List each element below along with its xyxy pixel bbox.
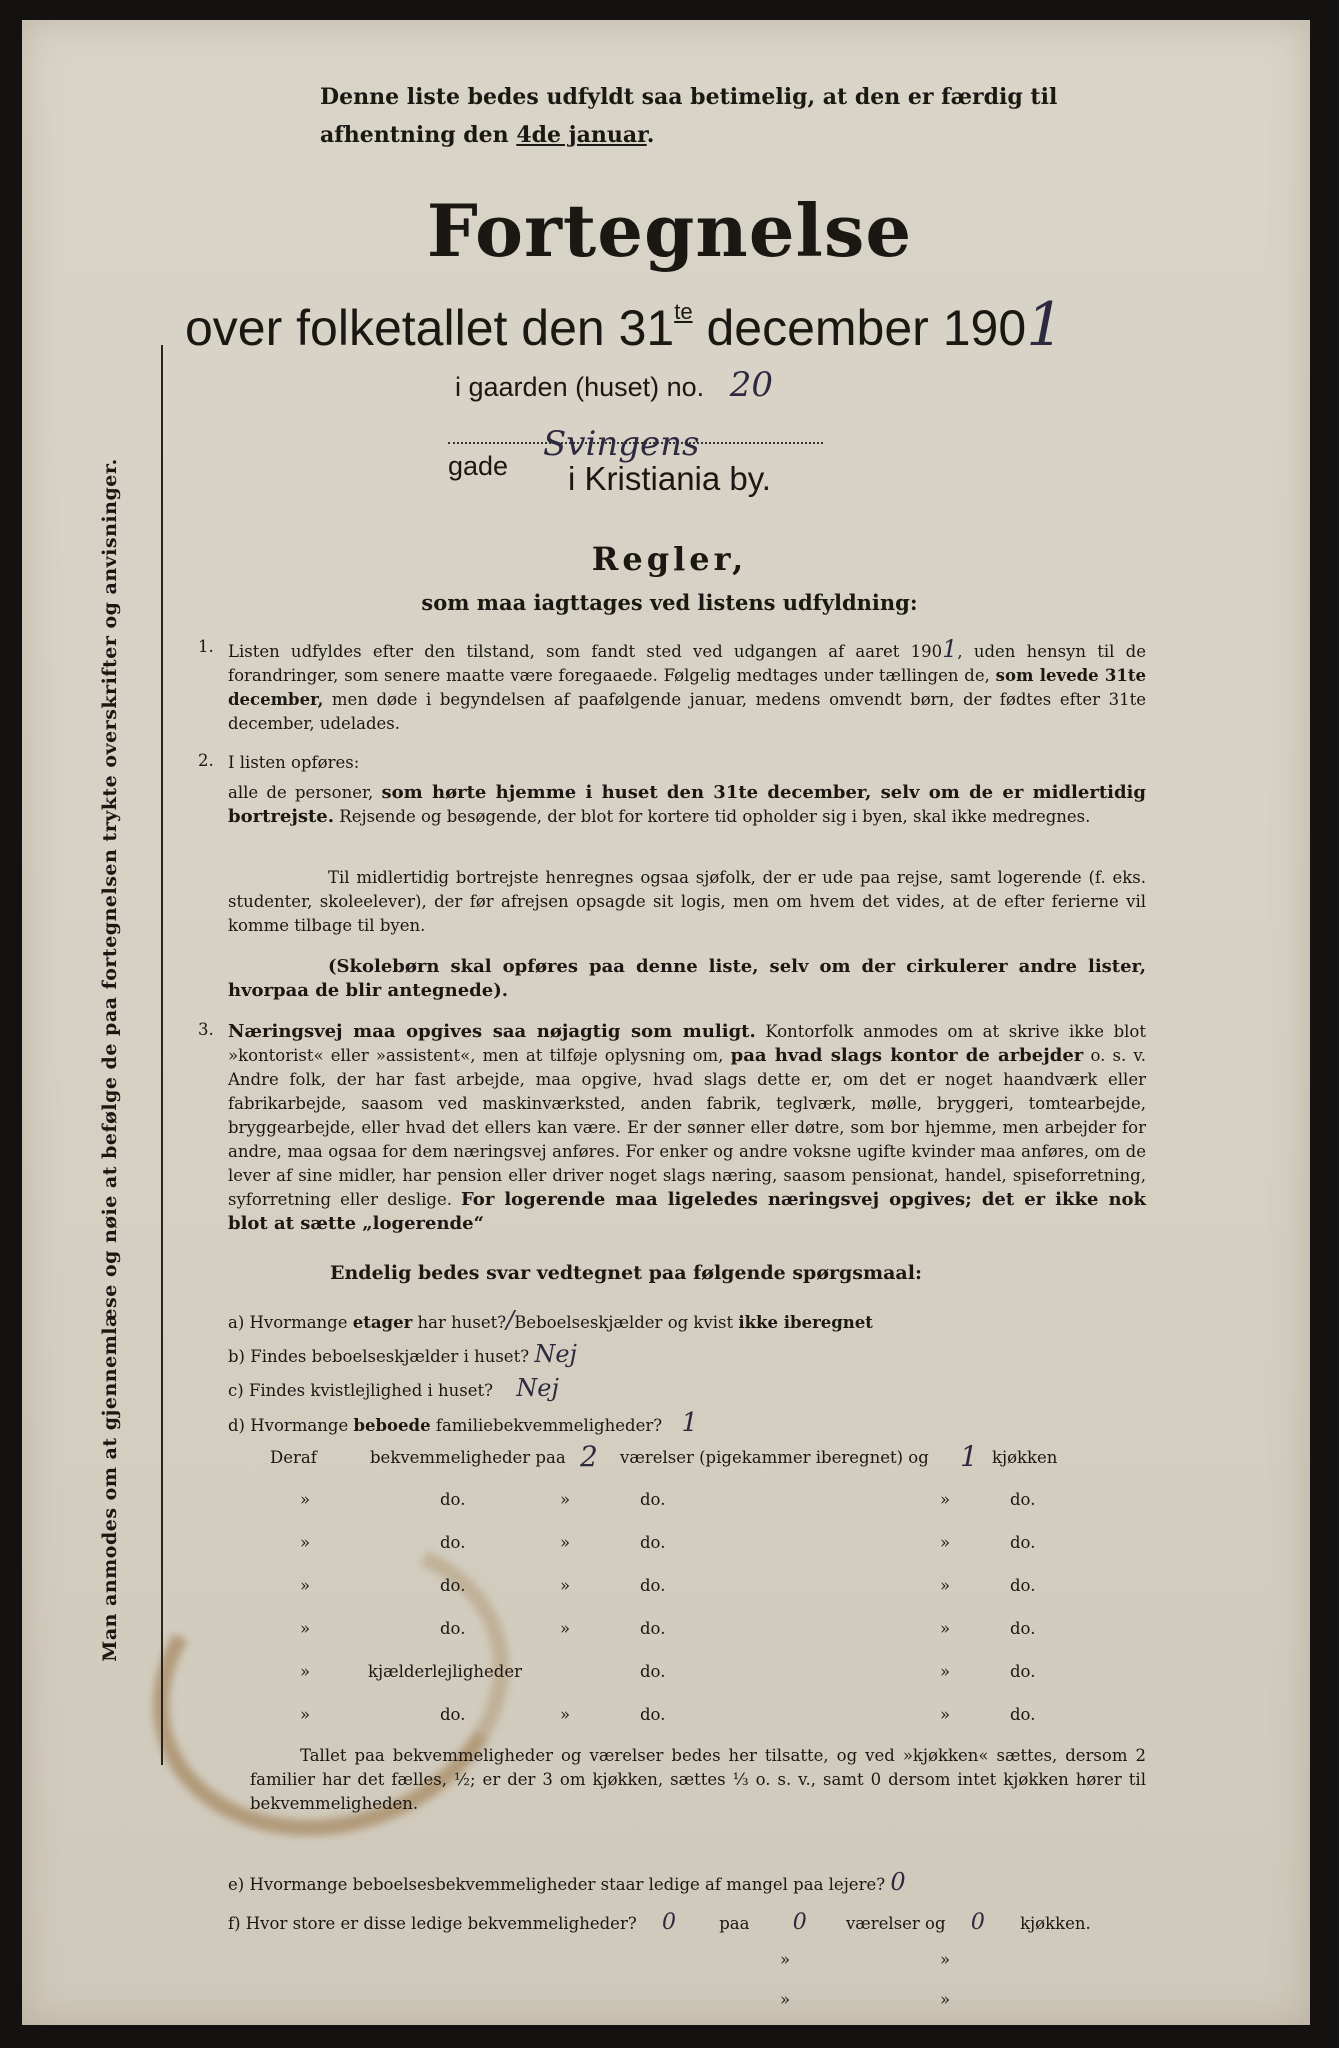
pickup-date: 4de januar bbox=[516, 122, 647, 148]
row5-kjaelder: kjælderlejligheder bbox=[368, 1662, 522, 1681]
trail-mark2: » bbox=[940, 1950, 951, 1969]
row6-do3: do. bbox=[1010, 1705, 1036, 1724]
answer-e: 0 bbox=[890, 1868, 906, 1896]
rules-title: Regler, bbox=[591, 540, 748, 578]
row1-mark: » bbox=[300, 1490, 311, 1509]
row1-do1: do. bbox=[440, 1490, 466, 1509]
year-handwritten: 1 bbox=[1026, 290, 1065, 360]
street-name: Svingens bbox=[543, 424, 700, 464]
table-bek-label: bekvemmeligheder paa bbox=[370, 1448, 566, 1467]
row5-do2: do. bbox=[640, 1662, 666, 1681]
row4-do1: do. bbox=[440, 1619, 466, 1638]
row4-mark3: » bbox=[940, 1619, 951, 1638]
row4-do3: do. bbox=[1010, 1619, 1036, 1638]
answer-a: / bbox=[506, 1306, 515, 1334]
rule2-p2: Til midlertidig bortrejste henregnes ogsaa sjøfolk, der er ude paa rejse, samt logerende (f. eks. studenter, skoleelever), der før afrejsen opsagde sit logis, men om hvem det vides, at de efter ferierne vil komme tilbage til byen. bbox=[228, 868, 1146, 935]
trail-mark1: » bbox=[780, 1950, 791, 1969]
table-note: Tallet paa bekvemmeligheder og værelser bedes her tilsatte, og ved »kjøkken« sættes, dersom 2 familier har det fælles, ½; er der 3 om kjøkken, sættes ⅓ o. s. v., samt 0 dersom intet kjøkken hører til bekvemmeligheden. bbox=[250, 1746, 1146, 1813]
row1-do2: do. bbox=[640, 1490, 666, 1509]
rule3-number: 3. bbox=[198, 1020, 214, 1039]
table-deraf: Deraf bbox=[270, 1448, 317, 1467]
questions-title: Endelig bedes svar vedtegnet paa følgende spørgsmaal: bbox=[330, 1262, 922, 1284]
row1-mark3: » bbox=[940, 1490, 951, 1509]
house-number: 20 bbox=[729, 365, 773, 405]
kitchen-count: 1 bbox=[960, 1440, 978, 1473]
answer-f1: 0 bbox=[661, 1910, 676, 1935]
row4-mark: » bbox=[300, 1619, 311, 1638]
row4-do2: do. bbox=[640, 1619, 666, 1638]
row5-mark: » bbox=[300, 1662, 311, 1681]
row1-do3: do. bbox=[1010, 1490, 1036, 1509]
row3-do2: do. bbox=[640, 1576, 666, 1595]
rooms-count: 2 bbox=[580, 1440, 598, 1473]
rule3-text: Næringsvej maa opgives saa nøjagtig som muligt. Kontorfolk anmodes om at skrive ikke blot »kontorist« eller »assistent«, men at tilføje oplysning om, paa hvad slags kontor de arbejder o. s. v. Andre folk, der har fast arbejde, maa opgive, hvad slags dette er, om det er noget haandværk eller fabrikarbejde, saasom ved maskinværksted, anden fabrik, teglværk, mølle, bryggeri, tomtearbejde, bryggearbejde, eller hvad det ellers kan være. Er der sønner eller døtre, som bor hjemme, men arbejder for andre, maa ogsaa for dem næringsvej anføres. For enker og andre voksne ugifte kvinder maa anføres, om de lever af sine midler, har pension eller driver noget slags næring, saasom pensionat, handel, spiseforretning, syforretning eller deslige. For logerende maa ligeledes næringsvej opgives; det er ikke nok blot at sætte „logerende“ bbox=[228, 1021, 1147, 1234]
answer-b: Nej bbox=[534, 1340, 577, 1368]
question-f: f) Hvor store er disse ledige bekvemmeligheder? 0 paa 0 værelser og 0 kjøkken. bbox=[228, 1910, 1091, 1935]
row3-do3: do. bbox=[1010, 1576, 1036, 1595]
answer-d: 1 bbox=[681, 1408, 698, 1438]
row6-mark3: » bbox=[940, 1705, 951, 1724]
rule2-lead: I listen opføres: bbox=[228, 753, 360, 772]
row2-mark3: » bbox=[940, 1533, 951, 1552]
trail-mark3: » bbox=[780, 1990, 791, 2009]
table-kjokken-label: kjøkken bbox=[992, 1448, 1058, 1467]
question-b: b) Findes beboelseskjælder i huset? Nej bbox=[228, 1340, 577, 1368]
page-subtitle: over folketallet den $31^{te}$ december 1901 bbox=[185, 290, 1065, 360]
row5-mark3: » bbox=[940, 1662, 951, 1681]
rule2-p1: alle de personer, som hørte hjemme i huset den 31te december, selv om de er midlertidig bortrejste. Rejsende og besøgende, der blot for kortere tid opholder sig i byen, skal ikke medregnes. bbox=[228, 782, 1146, 827]
row3-do1: do. bbox=[440, 1576, 466, 1595]
intro-line1: Denne liste bedes udfyldt saa betimelig, at den er færdig til bbox=[320, 84, 1058, 110]
answer-c: Nej bbox=[516, 1374, 559, 1402]
answer-f2: 0 bbox=[792, 1910, 807, 1935]
question-d: d) Hvormange beboede familiebekvemmeligheder? 1 bbox=[228, 1408, 698, 1438]
row3-mark: » bbox=[300, 1576, 311, 1595]
row6-mark: » bbox=[300, 1705, 311, 1724]
city-line: i Kristiania by. bbox=[568, 460, 771, 497]
page-title: Fortegnelse bbox=[426, 188, 913, 273]
row2-do1: do. bbox=[440, 1533, 466, 1552]
rule2-p3: (Skolebørn skal opføres paa denne liste, selv om der cirkulerer andre lister, hvorpaa de blir antegnede). bbox=[228, 956, 1146, 1001]
side-note: Man anmodes om at gjennemlæse og nøie at befølge de paa fortegnelsen trykte overskrifter og anvisninger. bbox=[99, 458, 121, 1662]
row6-do1: do. bbox=[440, 1705, 466, 1724]
intro-text bbox=[320, 78, 1170, 154]
row6-do2: do. bbox=[640, 1705, 666, 1724]
row2-mark: » bbox=[300, 1533, 311, 1552]
rule2-number: 2. bbox=[198, 751, 214, 770]
row4-mark2: » bbox=[560, 1619, 571, 1638]
intro-line2: afhentning den 4de januar. bbox=[320, 122, 655, 148]
question-c: c) Findes kvistlejlighed i huset? Nej bbox=[228, 1374, 559, 1402]
table-vaer-label: værelser (pigekammer iberegnet) og bbox=[620, 1448, 929, 1467]
answer-f3: 0 bbox=[970, 1910, 985, 1935]
row2-do2: do. bbox=[640, 1533, 666, 1552]
row1-mark2: » bbox=[560, 1490, 571, 1509]
street-line: Svingens gade bbox=[448, 420, 888, 482]
rules-subtitle: som maa iagttages ved listens udfyldning: bbox=[421, 590, 918, 615]
row3-mark2: » bbox=[560, 1576, 571, 1595]
rule1-number: 1. bbox=[198, 637, 214, 656]
house-line: i gaarden (huset) no. 20 bbox=[455, 365, 773, 405]
row2-mark2: » bbox=[560, 1533, 571, 1552]
question-e: e) Hvormange beboelsesbekvemmeligheder staar ledige af mangel paa lejere? 0 bbox=[228, 1868, 906, 1896]
rule1-text: Listen udfyldes efter den tilstand, som fandt sted ved udgangen af aaret 1901, uden hensyn til de forandringer, som senere maatte være foregaaede. Følgelig medtages under tællingen de, som levede 31te december, men døde i begyndelsen af paafølgende januar, medens omvendt børn, der fødtes efter 31te december, udelades. bbox=[228, 635, 1146, 733]
row5-do3: do. bbox=[1010, 1662, 1036, 1681]
row3-mark3: » bbox=[940, 1576, 951, 1595]
row2-do3: do. bbox=[1010, 1533, 1036, 1552]
question-a: a) Hvormange etager har huset?/Beboelseskjælder og kvist ikke iberegnet bbox=[228, 1306, 873, 1334]
row6-mark2: » bbox=[560, 1705, 571, 1724]
trail-mark4: » bbox=[940, 1990, 951, 2009]
